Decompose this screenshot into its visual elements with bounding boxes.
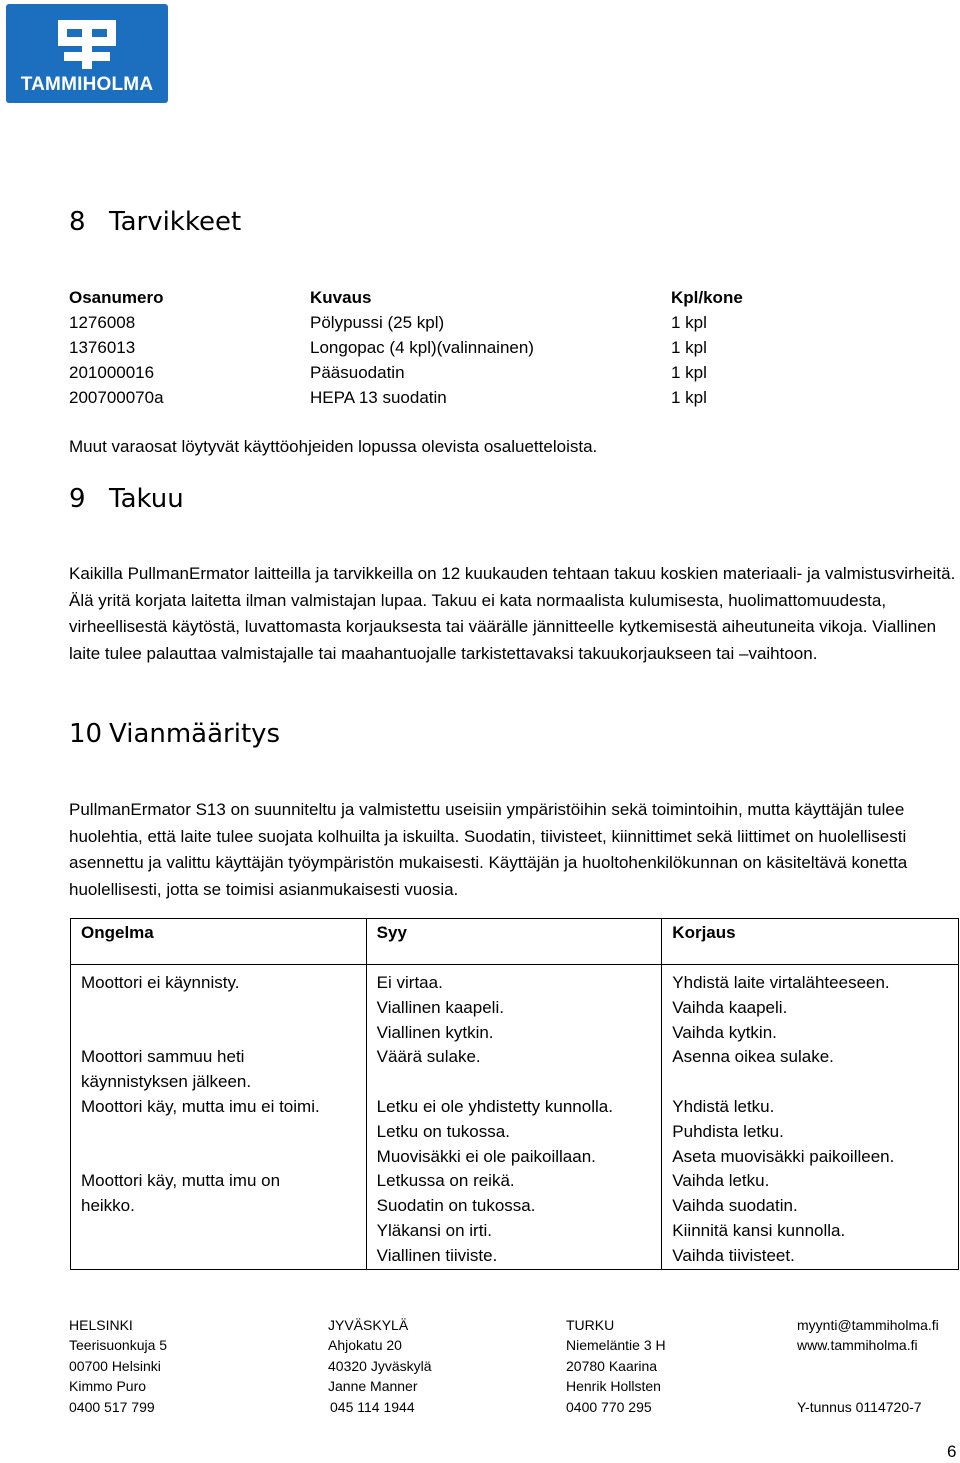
- table-row: [69, 310, 769, 335]
- part-number: 1276008: [69, 313, 136, 332]
- page-number: 6: [947, 1442, 957, 1461]
- header-cause: Syy: [366, 919, 662, 965]
- footer-postal: 20780 Kaarina: [566, 1357, 658, 1374]
- footer-city: TURKU: [566, 1317, 615, 1333]
- part-description: HEPA 13 suodatin: [310, 388, 447, 407]
- section-number: 8: [69, 207, 86, 237]
- header-part-number: Osanumero: [69, 288, 164, 307]
- cause-cell: [366, 1095, 662, 1169]
- troubleshooting-table: [70, 918, 959, 1270]
- table-row: [69, 335, 769, 360]
- footer-contact-person: Kimmo Puro: [69, 1378, 147, 1395]
- header-description: Kuvaus: [310, 288, 372, 307]
- part-number: 201000016: [69, 363, 155, 382]
- problem-text: Moottori sammuu heti: [81, 1047, 245, 1067]
- part-quantity: 1 kpl: [671, 338, 707, 357]
- fix-cell: [662, 1169, 959, 1269]
- table-row: [71, 971, 959, 1045]
- part-quantity: 1 kpl: [671, 388, 707, 407]
- fix-text: Vaihda letku.: [672, 1171, 770, 1191]
- cause-cell: [366, 1169, 662, 1269]
- footer-helsinki: [69, 1315, 167, 1417]
- section-8-heading: [69, 207, 241, 237]
- table-row: [71, 1095, 959, 1169]
- footer-blank: [797, 1356, 939, 1376]
- footer-contact: [797, 1315, 939, 1417]
- cause-text: Väärä sulake.: [376, 1047, 481, 1067]
- part-quantity: 1 kpl: [671, 363, 707, 382]
- parts-note: Muut varaosat löytyvät käyttöohjeiden lopussa olevista osaluetteloista.: [69, 437, 598, 456]
- part-quantity: 1 kpl: [671, 313, 707, 332]
- footer-street: Ahjokatu 20: [328, 1337, 402, 1354]
- cause-text: Yläkansi on irti.: [376, 1220, 492, 1240]
- troubleshooting-header: [71, 919, 959, 965]
- fix-cell: [662, 1095, 959, 1169]
- footer-phone: 0400 517 799: [69, 1398, 155, 1415]
- cause-text: Viallinen kaapeli.: [376, 997, 504, 1017]
- footer-contact-person: Henrik Hollsten: [566, 1378, 661, 1395]
- part-number: 200700070a: [69, 388, 164, 407]
- cause-cell: [366, 1045, 662, 1095]
- footer-street: Teerisuonkuja 5: [69, 1337, 168, 1354]
- cause-text: Letkussa on reikä.: [376, 1171, 515, 1191]
- problem-text: heikko.: [81, 1196, 135, 1216]
- table-row: [69, 385, 769, 410]
- fix-cell: [662, 1045, 959, 1095]
- header-fix: Korjaus: [662, 919, 959, 965]
- header-quantity: Kpl/kone: [671, 288, 743, 307]
- footer-street: Niemeläntie 3 H: [566, 1337, 666, 1354]
- section-number: 9: [69, 484, 86, 514]
- cause-text: Letku ei ole yhdistetty kunnolla.: [376, 1096, 613, 1116]
- table-row: [69, 360, 769, 385]
- section-title: Takuu: [109, 484, 184, 514]
- footer-jyvaskyla: [328, 1315, 432, 1417]
- section-number: 10: [69, 719, 103, 749]
- footer-contact-person: Janne Manner: [328, 1378, 418, 1395]
- table-row: [71, 1169, 959, 1269]
- part-description: Pölypussi (25 kpl): [310, 313, 445, 332]
- cause-text: Viallinen tiiviste.: [376, 1245, 498, 1265]
- fix-text: Aseta muovisäkki paikoilleen.: [672, 1146, 895, 1166]
- problem-text: Moottori ei käynnisty.: [81, 973, 240, 992]
- problem-text: Moottori käy, mutta imu ei toimi.: [81, 1096, 320, 1116]
- cause-text: Ei virtaa.: [376, 973, 443, 992]
- fix-text: Vaihda suodatin.: [672, 1196, 798, 1216]
- fix-text: Puhdista letku.: [672, 1121, 784, 1141]
- part-description: Pääsuodatin: [310, 363, 405, 382]
- footer-website[interactable]: www.tammiholma.fi: [797, 1337, 918, 1354]
- part-number: 1376013: [69, 338, 136, 357]
- fix-text: Asenna oikea sulake.: [672, 1047, 834, 1067]
- footer-phone: 0400 770 295: [566, 1398, 652, 1415]
- logo-text: TAMMIHOLMA: [20, 74, 154, 95]
- cause-text: Viallinen kytkin.: [376, 1022, 494, 1042]
- problem-cell: [71, 971, 367, 1045]
- problem-cell: [71, 1045, 367, 1095]
- fix-text: Vaihda tiivisteet.: [672, 1245, 795, 1265]
- fix-text: Vaihda kaapeli.: [672, 997, 788, 1017]
- footer-business-id: Y-tunnus 0114720-7: [797, 1398, 922, 1415]
- fix-text: Vaihda kytkin.: [672, 1022, 777, 1042]
- section-9-heading: [69, 484, 184, 514]
- parts-table-header: [69, 285, 769, 310]
- section-title: Vianmääritys: [109, 719, 281, 749]
- tammiholma-logo: [6, 4, 168, 103]
- problem-text: käynnistyksen jälkeen.: [81, 1072, 252, 1092]
- warranty-text: Kaikilla PullmanErmator laitteilla ja tarvikkeilla on 12 kuukauden tehtaan takuu koskien materiaali- ja valmistusvirheitä. Älä yritä korjata laitetta ilman valmistajan lupaa. Takuu ei kata normaalista kulumisesta, huolimattomuudesta, virheellisestä käytöstä, luvattomasta korjauksesta tai väärälle jännitteelle kytkemisestä aiheutuneita vikoja. Viallinen laite tulee palauttaa valmistajalle tai maahantuojalle tarkistettavaksi takuukorjaukseen tai –vaihtoon.: [69, 564, 956, 663]
- footer-phone: 045 114 1944: [330, 1398, 415, 1415]
- fix-text: Kiinnitä kansi kunnolla.: [672, 1220, 846, 1240]
- section-10-heading: [69, 719, 280, 749]
- cause-cell: [366, 971, 662, 1045]
- footer-city: HELSINKI: [69, 1317, 133, 1333]
- fix-text: Yhdistä letku.: [672, 1096, 775, 1116]
- section-title: Tarvikkeet: [109, 207, 242, 237]
- fix-text: Yhdistä laite virtalähteeseen.: [672, 973, 890, 992]
- troubleshooting-intro: PullmanErmator S13 on suunniteltu ja valmistettu useisiin ympäristöihin sekä toimintoihin, mutta käyttäjän tulee huolehtia, että laite tulee suojata kolhuilta ja iskuilta. Suodatin, tiivisteet, kiinnittimet sekä liittimet on huolellisesti asennettu ja valittu käyttäjän työympäristön mukaisesti. Käyttäjän ja huoltohenkilökunnan on käsiteltävä konetta huolellisesti, jotta se toimisi asianmukaisesti vuosia.: [69, 800, 908, 899]
- footer-postal: 00700 Helsinki: [69, 1357, 161, 1374]
- footer-postal: 40320 Jyväskylä: [328, 1357, 432, 1374]
- part-description: Longopac (4 kpl)(valinnainen): [310, 338, 534, 357]
- footer-city: JYVÄSKYLÄ: [328, 1317, 409, 1333]
- footer-turku: [566, 1315, 666, 1417]
- fix-cell: [662, 971, 959, 1045]
- problem-text: Moottori käy, mutta imu on: [81, 1171, 281, 1191]
- table-row: [71, 1045, 959, 1095]
- footer-blank: [797, 1376, 939, 1396]
- cause-text: Letku on tukossa.: [376, 1121, 510, 1141]
- cause-text: Suodatin on tukossa.: [376, 1196, 536, 1216]
- footer-email[interactable]: myynti@tammiholma.fi: [797, 1317, 939, 1333]
- header-problem: Ongelma: [71, 919, 367, 965]
- problem-cell: [71, 1095, 367, 1169]
- problem-cell: [71, 1169, 367, 1269]
- cause-text: Muovisäkki ei ole paikoillaan.: [376, 1146, 596, 1166]
- parts-table: [69, 285, 769, 410]
